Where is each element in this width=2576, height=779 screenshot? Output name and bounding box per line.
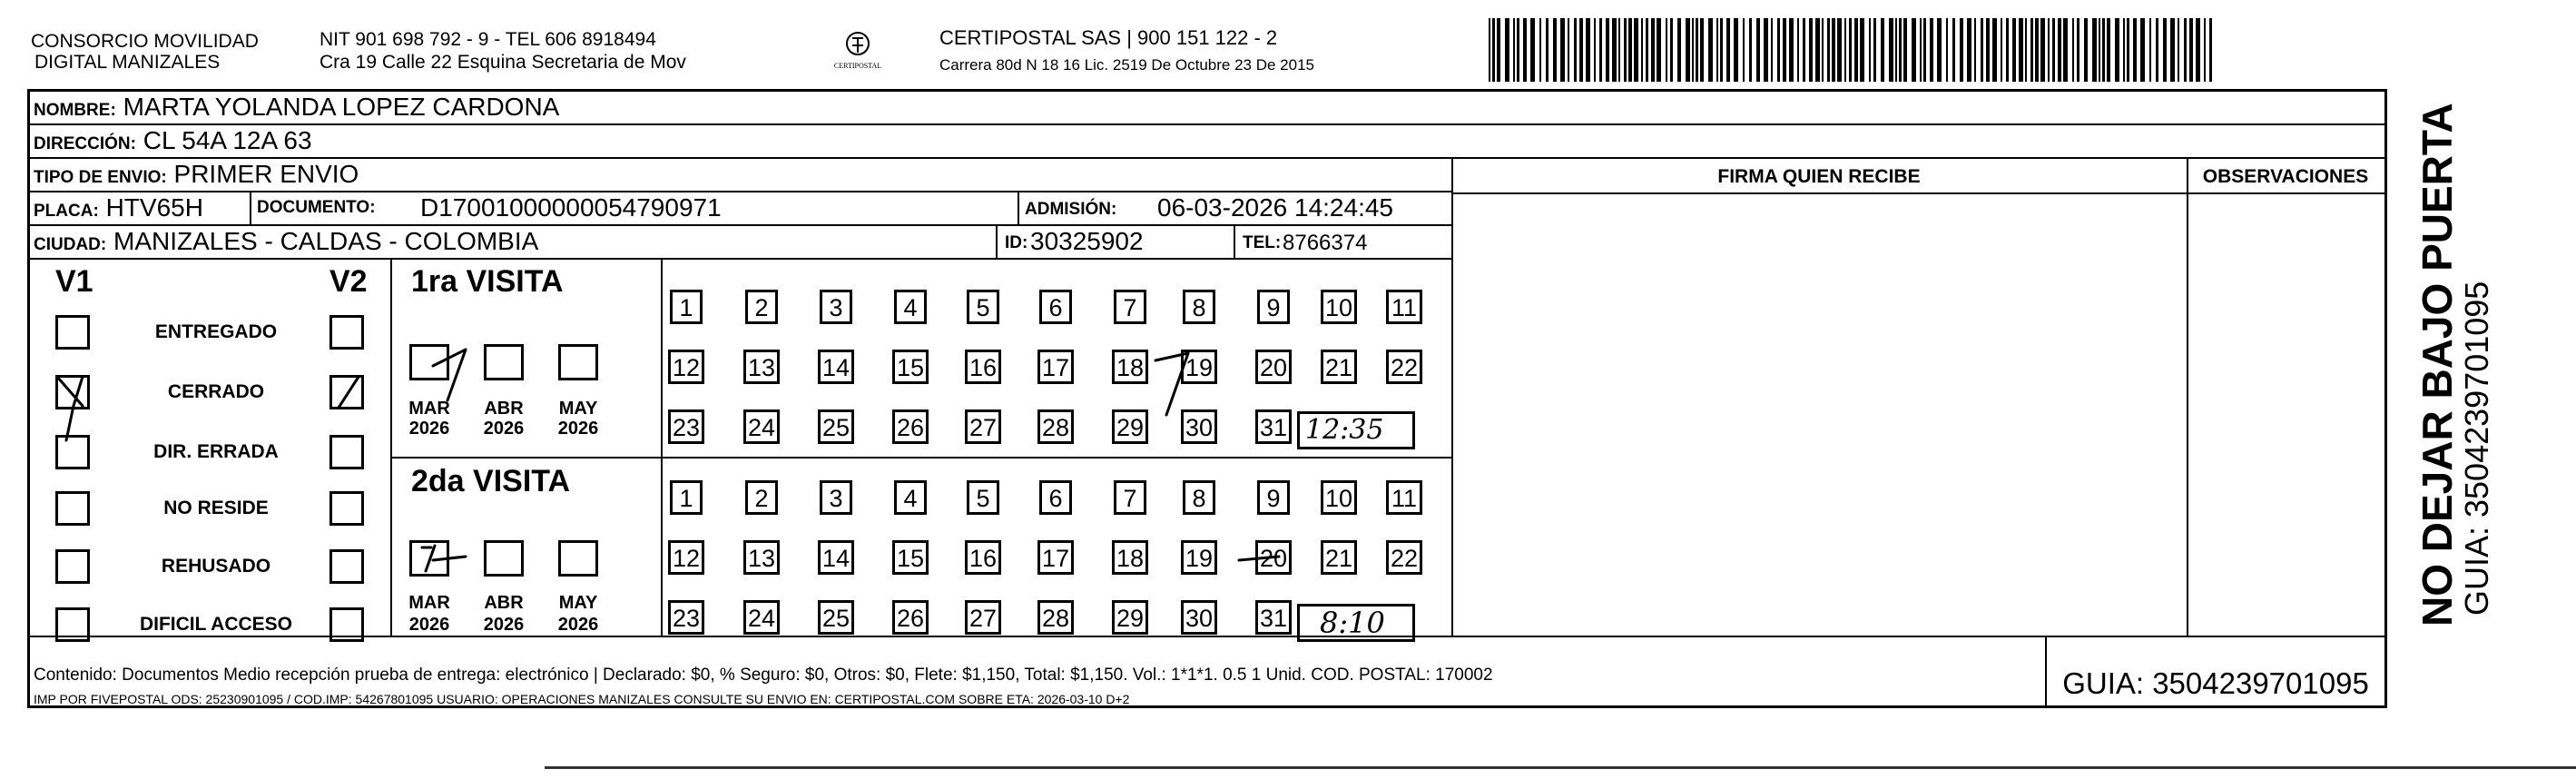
barcode-bar bbox=[2127, 18, 2129, 82]
first-visit-day-checkbox[interactable]: 21 bbox=[1321, 350, 1357, 384]
send-type-label: TIPO DE ENVIO: bbox=[34, 168, 167, 187]
v1-header: V1 bbox=[55, 264, 93, 299]
handwritten-check-mark bbox=[409, 540, 482, 580]
first-visit-day-checkbox[interactable]: 1 bbox=[670, 290, 703, 324]
barcode-bar bbox=[1783, 18, 1786, 82]
print-info-line: IMP POR FIVEPOSTAL ODS: 25230901095 / COD.IMP: 54267801095 USUARIO: OPERACIONES MANIZALES CONSULTE SU ENVIO EN: CERTIPOSTAL.COM SOBRE ETA: 2026-03-10 D+2 bbox=[34, 692, 1130, 706]
barcode-bar bbox=[1492, 18, 1495, 82]
barcode-bar bbox=[1651, 18, 1655, 82]
first-visit-day-checkbox[interactable]: 11 bbox=[1386, 290, 1422, 324]
year-label: 2026 bbox=[557, 419, 599, 439]
first-visit-day-checkbox[interactable]: 13 bbox=[743, 350, 780, 384]
first-visit-day-checkbox[interactable]: 26 bbox=[892, 409, 929, 444]
barcode-bar bbox=[2001, 18, 2002, 82]
side-notice-block bbox=[2414, 103, 2494, 626]
barcode-bar bbox=[1594, 18, 1596, 82]
month-label: MAR bbox=[408, 593, 450, 613]
barcode-bar bbox=[2052, 18, 2055, 82]
year-label: 2026 bbox=[408, 615, 450, 635]
barcode-bar bbox=[1666, 18, 1667, 82]
first-visit-day-checkbox[interactable]: 18 bbox=[1112, 350, 1148, 384]
second-visit-day-checkbox[interactable]: 23 bbox=[668, 600, 704, 635]
barcode-bar bbox=[2156, 18, 2158, 82]
barcode-bar bbox=[2058, 18, 2061, 82]
admission: 06-03-2026 14:24:45 bbox=[1157, 193, 1393, 222]
reason-label: REHUSADO bbox=[161, 556, 271, 577]
first-visit-day-checkbox[interactable]: 3 bbox=[820, 290, 852, 324]
divider bbox=[250, 192, 251, 226]
barcode-bar bbox=[1967, 18, 1971, 82]
barcode-bar bbox=[1560, 18, 1565, 82]
barcode-bar bbox=[1827, 18, 1830, 82]
divider bbox=[2187, 159, 2188, 636]
reason-label: NO RESIDE bbox=[163, 498, 269, 518]
city-row bbox=[30, 226, 1451, 260]
guide-form bbox=[27, 89, 2387, 708]
tel-value: 8766374 bbox=[1283, 231, 1368, 255]
second-visit-day-checkbox[interactable]: 20 bbox=[1255, 540, 1292, 575]
barcode-bar bbox=[1599, 18, 1602, 82]
barcode-bar bbox=[2084, 18, 2088, 82]
barcode-bar bbox=[1489, 18, 1490, 82]
year-label: 2026 bbox=[483, 615, 525, 635]
barcode-bar bbox=[1974, 18, 1976, 82]
second-visit-day-checkbox[interactable]: 21 bbox=[1321, 540, 1357, 575]
second-visit-month-abr-checkbox[interactable] bbox=[484, 540, 524, 577]
second-visit-day-checkbox[interactable]: 29 bbox=[1112, 600, 1148, 635]
barcode-bar bbox=[2178, 18, 2179, 82]
second-visit-day-checkbox[interactable]: 26 bbox=[892, 600, 929, 635]
barcode-bar bbox=[2170, 18, 2175, 82]
barcode-bar bbox=[1624, 18, 1627, 82]
plate: HTV65H bbox=[105, 193, 203, 222]
barcode-bar bbox=[1641, 18, 1643, 82]
barcode-bar bbox=[1803, 18, 1805, 82]
first-visit-day-checkbox[interactable]: 24 bbox=[743, 409, 780, 444]
barcode-bar bbox=[2209, 18, 2212, 82]
month-label: MAY bbox=[558, 593, 598, 613]
barcode bbox=[1489, 18, 2215, 82]
first-visit-time-box[interactable] bbox=[1297, 411, 1415, 449]
first-visit-day-checkbox[interactable]: 7 bbox=[1114, 290, 1146, 324]
company-nit: NIT 901 698 792 - 9 - TEL 606 8918494 bbox=[320, 29, 656, 50]
first-visit-day-checkbox[interactable]: 5 bbox=[967, 290, 999, 324]
carrier-license: Carrera 80d N 18 16 Lic. 2519 De Octubre 23 De 2015 bbox=[939, 56, 1314, 74]
barcode-bar bbox=[1903, 18, 1907, 82]
carrier-logo-text: CERTIPOSTAL bbox=[833, 62, 882, 70]
first-visit-day-checkbox[interactable]: 10 bbox=[1321, 290, 1357, 324]
barcode-bar bbox=[1726, 18, 1730, 82]
first-visit-day-checkbox[interactable]: 17 bbox=[1037, 350, 1074, 384]
side-guide-number: GUIA: 3504239701095 bbox=[2458, 281, 2495, 616]
city-label: CIUDAD: bbox=[34, 235, 107, 254]
divider bbox=[661, 260, 663, 636]
barcode-bar bbox=[2035, 18, 2039, 82]
first-visit-day-checkbox[interactable]: 29 bbox=[1112, 409, 1148, 444]
first-visit-month-abr-checkbox[interactable] bbox=[484, 344, 524, 380]
first-visit-title: 1ra VISITA bbox=[411, 264, 564, 299]
observations-area[interactable] bbox=[2192, 199, 2381, 633]
first-visit-day-checkbox[interactable]: 2 bbox=[745, 290, 778, 324]
barcode-bar bbox=[1612, 18, 1617, 82]
barcode-bar bbox=[1505, 18, 1509, 82]
admission-label: ADMISIÓN: bbox=[1025, 200, 1117, 219]
second-visit-day-checkbox[interactable]: 13 bbox=[743, 540, 780, 575]
barcode-bar bbox=[2102, 18, 2105, 82]
barcode-bar bbox=[1899, 18, 1902, 82]
barcode-bar bbox=[1815, 18, 1820, 82]
barcode-bar bbox=[1606, 18, 1609, 82]
barcode-bar bbox=[1734, 18, 1738, 82]
barcode-bar bbox=[1881, 18, 1884, 82]
handwritten-check-mark bbox=[50, 370, 101, 451]
second-visit-day-checkbox[interactable]: 3 bbox=[820, 480, 852, 515]
v1-no-reside-checkbox[interactable] bbox=[55, 491, 90, 526]
barcode-bar bbox=[1546, 18, 1549, 82]
v1-rehusado-checkbox[interactable] bbox=[55, 549, 90, 584]
barcode-bar bbox=[2019, 18, 2023, 82]
tel-label: TEL: bbox=[1243, 233, 1282, 252]
first-visit-day-checkbox[interactable]: 23 bbox=[668, 409, 704, 444]
v2-dificil-acceso-checkbox[interactable] bbox=[329, 607, 364, 642]
second-visit-day-checkbox[interactable]: 5 bbox=[967, 480, 999, 515]
first-visit-day-checkbox[interactable]: 6 bbox=[1039, 290, 1072, 324]
second-visit-day-checkbox[interactable]: 12 bbox=[668, 540, 704, 575]
barcode-bar bbox=[1992, 18, 1997, 82]
barcode-bar bbox=[1670, 18, 1673, 82]
year-label: 2026 bbox=[408, 419, 450, 439]
month-label: ABR bbox=[484, 593, 524, 613]
first-visit-day-checkbox[interactable]: 14 bbox=[818, 350, 854, 384]
v1-dificil-acceso-checkbox[interactable] bbox=[55, 607, 90, 642]
second-visit-day-checkbox[interactable]: 17 bbox=[1037, 540, 1074, 575]
second-visit-day-checkbox[interactable]: 11 bbox=[1386, 480, 1422, 515]
barcode-bar bbox=[1844, 18, 1846, 82]
barcode-bar bbox=[2115, 18, 2119, 82]
barcode-bar bbox=[1743, 18, 1745, 82]
barcode-bar bbox=[1923, 18, 1926, 82]
barcode-bar bbox=[1692, 18, 1694, 82]
second-visit-day-checkbox[interactable]: 25 bbox=[818, 600, 854, 635]
barcode-bar bbox=[2107, 18, 2110, 82]
barcode-bar bbox=[1574, 18, 1577, 82]
document: D17001000000054790971 bbox=[420, 193, 722, 222]
barcode-bar bbox=[2123, 18, 2125, 82]
second-visit-time: 8:10 bbox=[1320, 606, 1385, 640]
barcode-bar bbox=[1716, 18, 1718, 82]
divider bbox=[30, 636, 2384, 637]
barcode-bar bbox=[2006, 18, 2009, 82]
address-row bbox=[30, 125, 2384, 159]
barcode-bar bbox=[2025, 18, 2027, 82]
month-label: MAR bbox=[408, 399, 450, 419]
barcode-bar bbox=[1809, 18, 1813, 82]
barcode-bar bbox=[2133, 18, 2137, 82]
carrier-logo bbox=[821, 27, 894, 73]
year-label: 2026 bbox=[483, 419, 525, 439]
reason-label: DIR. ERRADA bbox=[153, 441, 279, 462]
barcode-bar bbox=[1586, 18, 1590, 82]
reason-label: ENTREGADO bbox=[154, 321, 278, 342]
barcode-bar bbox=[1930, 18, 1933, 82]
divider bbox=[390, 457, 1451, 459]
second-visit-day-checkbox[interactable]: 27 bbox=[965, 600, 1001, 635]
barcode-bar bbox=[1771, 18, 1773, 82]
barcode-bar bbox=[1937, 18, 1942, 82]
signature-header: FIRMA QUIEN RECIBE bbox=[1717, 166, 1921, 187]
city: MANIZALES - CALDAS - COLOMBIA bbox=[113, 227, 539, 255]
barcode-bar bbox=[1568, 18, 1569, 82]
company-address: Cra 19 Calle 22 Esquina Secretaria de Mov bbox=[320, 52, 686, 73]
barcode-bar bbox=[1553, 18, 1557, 82]
barcode-icon bbox=[1489, 18, 2215, 82]
barcode-bar bbox=[1986, 18, 1990, 82]
year-label: 2026 bbox=[557, 615, 599, 635]
barcode-bar bbox=[1696, 18, 1698, 82]
send-type-row bbox=[30, 159, 1451, 192]
barcode-bar bbox=[2196, 18, 2200, 82]
barcode-bar bbox=[1849, 18, 1852, 82]
barcode-bar bbox=[1579, 18, 1583, 82]
barcode-bar bbox=[1686, 18, 1690, 82]
first-visit-day-checkbox[interactable]: 22 bbox=[1386, 350, 1422, 384]
barcode-bar bbox=[1497, 18, 1500, 82]
second-visit-day-checkbox[interactable]: 8 bbox=[1183, 480, 1215, 515]
first-visit-day-checkbox[interactable]: 16 bbox=[965, 350, 1001, 384]
first-visit-day-checkbox[interactable]: 20 bbox=[1255, 350, 1292, 384]
divider bbox=[1451, 159, 1453, 636]
barcode-bar bbox=[2012, 18, 2016, 82]
divider bbox=[390, 260, 392, 636]
second-visit-time-box[interactable] bbox=[1297, 604, 1415, 642]
barcode-bar bbox=[1677, 18, 1681, 82]
barcode-bar bbox=[1618, 18, 1620, 82]
barcode-bar bbox=[2030, 18, 2033, 82]
barcode-bar bbox=[1634, 18, 1638, 82]
signature-area[interactable] bbox=[1457, 199, 2181, 633]
barcode-bar bbox=[1912, 18, 1916, 82]
barcode-bar bbox=[1530, 18, 1535, 82]
barcode-bar bbox=[1822, 18, 1824, 82]
barcode-bar bbox=[1513, 18, 1515, 82]
second-visit-day-checkbox[interactable]: 4 bbox=[894, 480, 927, 515]
first-visit-day-checkbox[interactable]: 19 bbox=[1181, 350, 1217, 384]
second-visit-day-checkbox[interactable]: 9 bbox=[1257, 480, 1290, 515]
barcode-bar bbox=[1523, 18, 1527, 82]
send-type: PRIMER ENVIO bbox=[173, 160, 359, 188]
barcode-bar bbox=[1628, 18, 1632, 82]
barcode-bar bbox=[1657, 18, 1661, 82]
second-visit-month-may-checkbox[interactable] bbox=[558, 540, 598, 577]
reason-label: CERRADO bbox=[167, 381, 265, 402]
barcode-bar bbox=[2048, 18, 2050, 82]
barcode-bar bbox=[1777, 18, 1780, 82]
first-visit-day-checkbox[interactable]: 31 bbox=[1255, 409, 1292, 444]
barcode-bar bbox=[1700, 18, 1704, 82]
barcode-bar bbox=[2140, 18, 2145, 82]
contents-line: Contenido: Documentos Medio recepción prueba de entrega: electrónico | Declarado: $0, % Seguro: $0, Otros: $0, Flete: $1,150, Total: $1,150. Vol.: 1*1*1. 0.5 1 Unid. COD. POSTAL: 170002 bbox=[34, 666, 1493, 685]
v2-dir-errada-checkbox[interactable] bbox=[329, 435, 364, 469]
first-visit-time: 12:35 bbox=[1305, 414, 1384, 446]
recipient-name: MARTA YOLANDA LOPEZ CARDONA bbox=[123, 93, 560, 121]
second-visit-day-checkbox[interactable]: 2 bbox=[745, 480, 778, 515]
barcode-bar bbox=[1720, 18, 1723, 82]
barcode-bar bbox=[1789, 18, 1794, 82]
second-visit-day-checkbox[interactable]: 14 bbox=[818, 540, 854, 575]
barcode-bar bbox=[1797, 18, 1799, 82]
first-visit-day-checkbox[interactable]: 28 bbox=[1037, 409, 1074, 444]
divider bbox=[996, 226, 998, 260]
first-visit-day-checkbox[interactable]: 8 bbox=[1183, 290, 1215, 324]
first-visit-day-checkbox[interactable]: 15 bbox=[892, 350, 929, 384]
barcode-bar bbox=[2099, 18, 2100, 82]
v2-header: V2 bbox=[329, 264, 368, 299]
barcode-bar bbox=[2063, 18, 2068, 82]
barcode-bar bbox=[2040, 18, 2045, 82]
barcode-bar bbox=[1860, 18, 1864, 82]
second-visit-day-checkbox[interactable]: 30 bbox=[1181, 600, 1217, 635]
barcode-bar bbox=[1960, 18, 1963, 82]
divider bbox=[1018, 192, 1019, 226]
v2-no-reside-checkbox[interactable] bbox=[329, 491, 364, 526]
barcode-bar bbox=[1517, 18, 1519, 82]
second-visit-day-checkbox[interactable]: 22 bbox=[1386, 540, 1422, 575]
first-visit-day-checkbox[interactable]: 4 bbox=[894, 290, 927, 324]
divider bbox=[1234, 226, 1235, 260]
company-name-line1: CONSORCIO MOVILIDAD bbox=[31, 31, 259, 52]
barcode-bar bbox=[1854, 18, 1858, 82]
carrier-name: CERTIPOSTAL SAS | 900 151 122 - 2 bbox=[939, 26, 1278, 49]
barcode-bar bbox=[2184, 18, 2187, 82]
barcode-bar bbox=[1869, 18, 1871, 82]
second-visit-day-checkbox[interactable]: 18 bbox=[1112, 540, 1148, 575]
first-visit-day-checkbox[interactable]: 27 bbox=[965, 409, 1001, 444]
second-visit-day-checkbox[interactable]: 6 bbox=[1039, 480, 1072, 515]
first-visit-day-checkbox[interactable]: 12 bbox=[668, 350, 704, 384]
barcode-bar bbox=[2077, 18, 2079, 82]
barcode-bar bbox=[1981, 18, 1983, 82]
handwritten-check-mark bbox=[328, 371, 369, 417]
address-label: DIRECCIÓN: bbox=[34, 134, 136, 153]
second-visit-title: 2da VISITA bbox=[411, 464, 571, 498]
observations-header: OBSERVACIONES bbox=[2202, 166, 2369, 187]
barcode-bar bbox=[1764, 18, 1768, 82]
barcode-bar bbox=[1873, 18, 1876, 82]
second-visit-day-checkbox[interactable]: 16 bbox=[965, 540, 1001, 575]
second-visit-day-checkbox[interactable]: 7 bbox=[1114, 480, 1146, 515]
id-label: ID: bbox=[1005, 233, 1028, 252]
plate-label: PLACA: bbox=[34, 202, 99, 221]
second-visit-day-checkbox[interactable]: 1 bbox=[670, 480, 703, 515]
barcode-bar bbox=[1895, 18, 1897, 82]
first-visit-day-checkbox[interactable]: 25 bbox=[818, 409, 854, 444]
do-not-leave-under-door-notice: NO DEJAR BAJO PUERTA bbox=[2414, 103, 2461, 626]
barcode-bar bbox=[1539, 18, 1541, 82]
divider bbox=[1451, 192, 2384, 194]
name-row bbox=[30, 92, 2384, 125]
barcode-bar bbox=[2189, 18, 2193, 82]
barcode-bar bbox=[1952, 18, 1955, 82]
v2-rehusado-checkbox[interactable] bbox=[329, 549, 364, 584]
second-visit-day-checkbox[interactable]: 19 bbox=[1181, 540, 1217, 575]
second-visit-day-checkbox[interactable]: 28 bbox=[1037, 600, 1074, 635]
second-visit-day-checkbox[interactable]: 10 bbox=[1321, 480, 1357, 515]
barcode-bar bbox=[1832, 18, 1835, 82]
first-visit-day-checkbox[interactable]: 9 bbox=[1257, 290, 1290, 324]
barcode-bar bbox=[2092, 18, 2097, 82]
barcode-bar bbox=[1837, 18, 1842, 82]
barcode-bar bbox=[1889, 18, 1893, 82]
barcode-bar bbox=[2204, 18, 2206, 82]
barcode-bar bbox=[1946, 18, 1948, 82]
barcode-bar bbox=[1756, 18, 1760, 82]
document-label: DOCUMENTO: bbox=[257, 198, 376, 217]
barcode-bar bbox=[2149, 18, 2151, 82]
reason-label: DIFICIL ACCESO bbox=[139, 614, 292, 635]
v2-entregado-checkbox[interactable] bbox=[329, 315, 364, 350]
barcode-bar bbox=[2072, 18, 2074, 82]
tear-line bbox=[545, 766, 2576, 769]
month-label: ABR bbox=[484, 399, 524, 419]
first-visit-month-may-checkbox[interactable] bbox=[558, 344, 598, 380]
plate-row bbox=[30, 192, 1451, 226]
barcode-bar bbox=[1749, 18, 1752, 82]
v1-entregado-checkbox[interactable] bbox=[55, 315, 90, 350]
first-visit-day-checkbox[interactable]: 30 bbox=[1181, 409, 1217, 444]
barcode-bar bbox=[1646, 18, 1648, 82]
month-label: MAY bbox=[558, 399, 598, 419]
barcode-bar bbox=[2163, 18, 2167, 82]
second-visit-day-checkbox[interactable]: 31 bbox=[1255, 600, 1292, 635]
barcode-bar bbox=[1920, 18, 1922, 82]
id-value: 30325902 bbox=[1030, 227, 1144, 255]
company-name-line2: DIGITAL MANIZALES bbox=[34, 52, 221, 73]
second-visit-day-checkbox[interactable]: 15 bbox=[892, 540, 929, 575]
second-visit-day-checkbox[interactable]: 24 bbox=[743, 600, 780, 635]
recipient-address: CL 54A 12A 63 bbox=[143, 126, 312, 154]
name-label: NOMBRE: bbox=[34, 101, 116, 120]
footer-guide-number: GUIA: 3504239701095 bbox=[2062, 666, 2369, 700]
barcode-bar bbox=[1708, 18, 1713, 82]
